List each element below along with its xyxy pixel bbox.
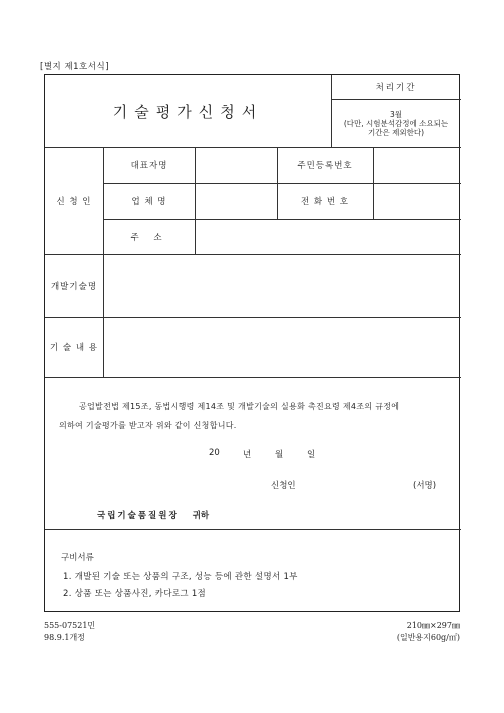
date-day-unit: 일 — [307, 450, 316, 460]
required-document-item: 2. 상품 또는 상품사진, 카다로그 1점 — [63, 589, 207, 599]
form-title: 기술평가신청서 — [112, 102, 264, 121]
tech-name-field[interactable] — [103, 254, 461, 317]
date-year: 20 — [209, 448, 220, 458]
processing-note-line1: (다만, 시험분석감정에 소요되는 — [343, 118, 449, 128]
form-revision: 98.9.1개정 — [44, 633, 85, 642]
applicant-sign-label: 신청인 — [271, 481, 296, 491]
processing-period-value — [331, 101, 461, 145]
tech-name-label: 개발기술명 — [50, 281, 98, 292]
form-label: [별지 제1호서식] — [40, 62, 110, 72]
row-divider — [45, 529, 461, 530]
tech-content-label: 기 술 내 용 — [50, 343, 98, 353]
address-field[interactable] — [195, 219, 461, 254]
resident-no-label: 주민등록번호 — [297, 161, 353, 171]
statement-line1: 공업발전법 제15조, 동법시행령 제14조 및 개발기술의 실용화 촉진요령 제4조의 규정에 — [79, 402, 400, 411]
application-form — [44, 74, 460, 612]
tech-content-field[interactable] — [103, 317, 461, 377]
address-label: 주 소 — [130, 232, 168, 243]
representative-label: 대표자명 — [130, 161, 168, 171]
processing-period-header: 처리기간 — [375, 83, 417, 93]
processing-note-line2: 기간은 제외한다) — [367, 127, 425, 137]
form-code: 555-07521민 — [44, 621, 96, 630]
statement-text — [59, 397, 451, 435]
phone-field[interactable] — [373, 183, 461, 219]
date-year-unit: 년 — [243, 450, 252, 460]
signature-placeholder: (서명) — [413, 481, 437, 491]
processing-divider — [331, 99, 461, 100]
required-documents-title: 구비서류 — [61, 553, 94, 563]
statement-section — [45, 377, 461, 529]
applicant-section-label: 신 청 인 — [56, 196, 92, 207]
company-field[interactable] — [195, 183, 277, 219]
resident-no-field[interactable] — [373, 147, 461, 183]
addressee-name: 국립기술품질원장 — [97, 511, 179, 521]
addressee — [97, 509, 209, 521]
addressee-suffix: 귀하 — [192, 511, 210, 521]
paper-size: 210㎜×297㎜ — [406, 621, 460, 630]
paper-type: (일반용지60g/㎡) — [396, 633, 460, 642]
representative-field[interactable] — [195, 147, 277, 183]
date-month-unit: 월 — [275, 450, 284, 460]
phone-label: 전 화 번 호 — [301, 197, 349, 207]
processing-period: 3월 — [389, 109, 403, 119]
required-document-item: 1. 개발된 기술 또는 상품의 구조, 성능 등에 관한 설명서 1부 — [63, 572, 298, 582]
company-label: 업 체 명 — [131, 197, 167, 207]
statement-line2: 의하여 기술평가를 받고자 위와 같이 신청합니다. — [59, 421, 237, 430]
